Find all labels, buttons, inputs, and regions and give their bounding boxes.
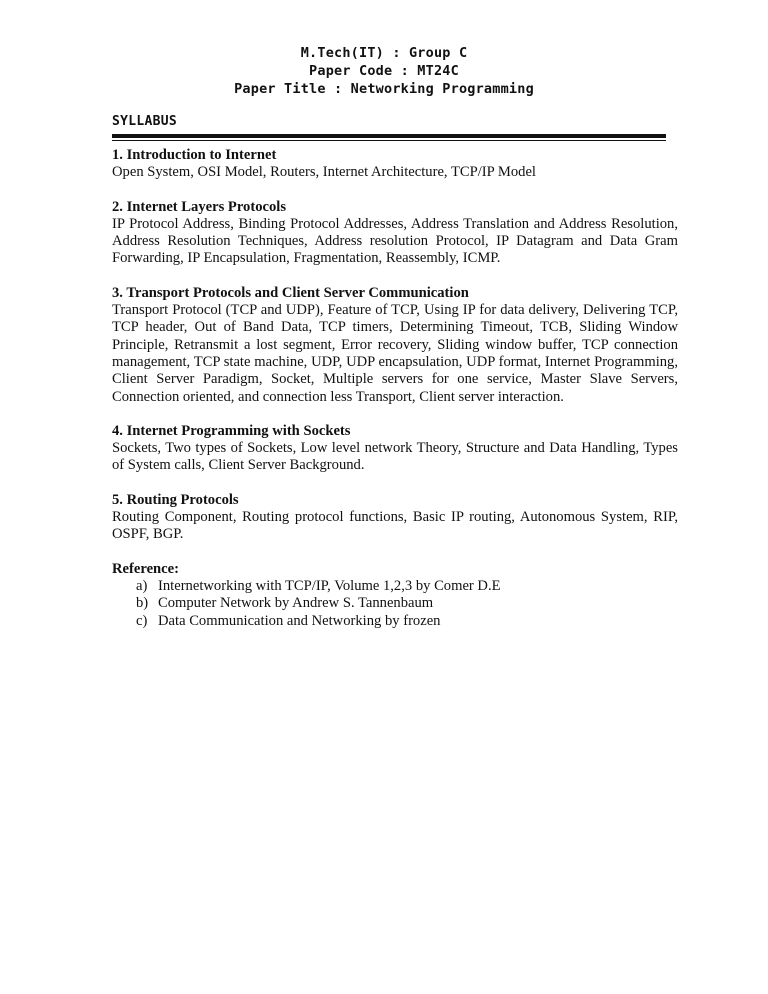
heading-rule-thick: [112, 134, 666, 138]
reference-item: [112, 595, 678, 612]
heading-rule-thin: [112, 140, 666, 141]
section-body: Sockets, Two types of Sockets, Low level network Theory, Structure and Data Handling, Types of System calls, Client Server Background.: [112, 440, 678, 474]
section-body: Transport Protocol (TCP and UDP), Feature of TCP, Using IP for data delivery, Delivering TCP, TCP header, Out of Band Data, TCP timers, Determining Timeout, TCB, Sliding Window Principle, Retransmit a lost segment, Error recovery, Sliding window buffer, TCP connection management, TCP state machine, UDP, UDP encapsulation, UDP format, Internet Programming, Client Server Paradigm, Socket, Multiple servers for one service, Master Slave Servers, Connection oriented, and connection less Transport, Client server interaction.: [112, 302, 678, 405]
paper-title-line: Paper Title : Networking Programming: [234, 81, 534, 97]
section-title: 1. Introduction to Internet: [112, 147, 277, 163]
references-section: [112, 561, 678, 630]
reference-marker: a): [136, 577, 148, 594]
reference-text: Data Communication and Networking by frozen: [158, 612, 441, 629]
section-body: Open System, OSI Model, Routers, Internet Architecture, TCP/IP Model: [112, 164, 536, 181]
section-routing: [112, 492, 678, 544]
course-group-line: M.Tech(IT) : Group C: [300, 45, 468, 61]
section-sockets: [112, 423, 678, 475]
reference-marker: c): [136, 612, 148, 629]
section-introduction: [112, 147, 678, 182]
syllabus-content: [112, 147, 678, 630]
syllabus-heading: SYLLABUS: [112, 114, 178, 129]
reference-text: Computer Network by Andrew S. Tannenbaum: [158, 595, 434, 612]
paper-code-line: Paper Code : MT24C: [309, 63, 459, 79]
section-transport-protocols: [112, 285, 678, 406]
section-body: Routing Component, Routing protocol functions, Basic IP routing, Autonomous System, RIP, OSPF, BGP.: [112, 509, 678, 543]
reference-marker: b): [136, 595, 149, 612]
references-title: Reference:: [112, 560, 179, 577]
section-internet-layers: [112, 199, 678, 268]
reference-item: [112, 578, 678, 595]
section-title: 4. Internet Programming with Sockets: [112, 422, 351, 439]
section-title: 5. Routing Protocols: [112, 491, 239, 508]
section-body: IP Protocol Address, Binding Protocol Addresses, Address Translation and Address Resolution, Address Resolution Techniques, Address resolution Protocol, IP Datagram and Data Gram Forwarding, IP Encapsulation, Fragmentation, Reassembly, ICMP.: [112, 215, 678, 267]
document-header: [0, 44, 768, 98]
section-title: 3. Transport Protocols and Client Server Communication: [112, 284, 469, 301]
section-title: 2. Internet Layers Protocols: [112, 198, 287, 215]
reference-item: [112, 613, 678, 630]
reference-list: [112, 578, 678, 630]
reference-text: Internetworking with TCP/IP, Volume 1,2,3 by Comer D.E: [158, 577, 501, 594]
